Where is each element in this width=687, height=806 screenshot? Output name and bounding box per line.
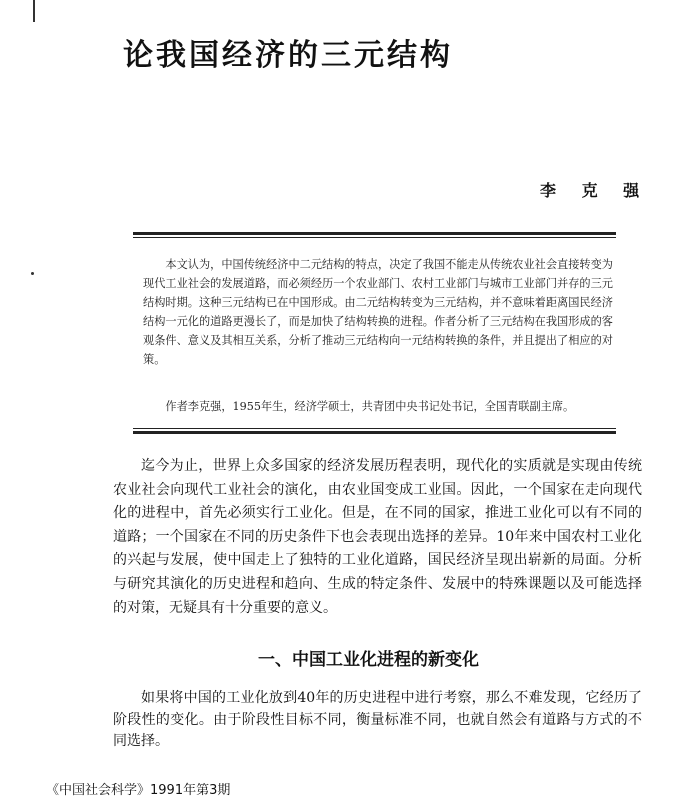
author-bio: 作者李克强，1955年生，经济学硕士，共青团中央书记处书记，全国青联副主席。 bbox=[165, 400, 575, 413]
article-abstract: 本文认为，中国传统经济中二元结构的特点，决定了我国不能走从传统农业社会直接转变为现代工业社会的发展道路，而必须经历一个农业部门、农村工业部门与城市工业部门并存的三元结构时期。这种三元结构已在中国形成。由二元结构转变为三元结构，并不意味着距离国民经济结构一元化的道路更漫长了，而是加快了结构转换的进程。作者分析了三元结构在我国形成的客观条件、意义及其相互关系，分析了推动三元结构向一元结构转换的条件，并且提出了相应的对策。 bbox=[143, 258, 613, 366]
body-paragraph-1: 迄今为止，世界上众多国家的经济发展历程表明，现代化的实质就是实现由传统农业社会向现代工业社会的演化，由农业国变成工业国。因此，一个国家在走向现代化的进程中，首先必须实行工业化。但是，在不同的国家，推进工业化可以有不同的道路；一个国家在不同的历史条件下也会表现出选择的差异。10年来中国农村工业化的兴起与发展，使中国走上了独特的工业化道路，国民经济呈现出崭新的局面。分析与研究其演化的历史进程和趋向、生成的特定条件、发展中的特殊课题以及可能选择的对策，无疑具有十分重要的意义。 bbox=[113, 458, 642, 616]
body-paragraph-2: 如果将中国的工业化放到40年的历史进程中进行考察，那么不难发现，它经历了阶段性的变化。由于阶段性目标不同，衡量标准不同，也就自然会有道路与方式的不同选择。 bbox=[113, 690, 642, 749]
abstract-bottom-rule bbox=[133, 428, 616, 434]
scan-speck bbox=[31, 272, 34, 275]
article-author: 李 克 强 bbox=[540, 181, 650, 200]
scan-margin-mark bbox=[33, 0, 35, 22]
abstract-top-rule bbox=[133, 232, 616, 238]
section-heading: 一、中国工业化进程的新变化 bbox=[258, 650, 479, 670]
source-caption: 《中国社会科学》1991年第3期 bbox=[46, 783, 231, 798]
article-title: 论我国经济的三元结构 bbox=[123, 38, 453, 73]
